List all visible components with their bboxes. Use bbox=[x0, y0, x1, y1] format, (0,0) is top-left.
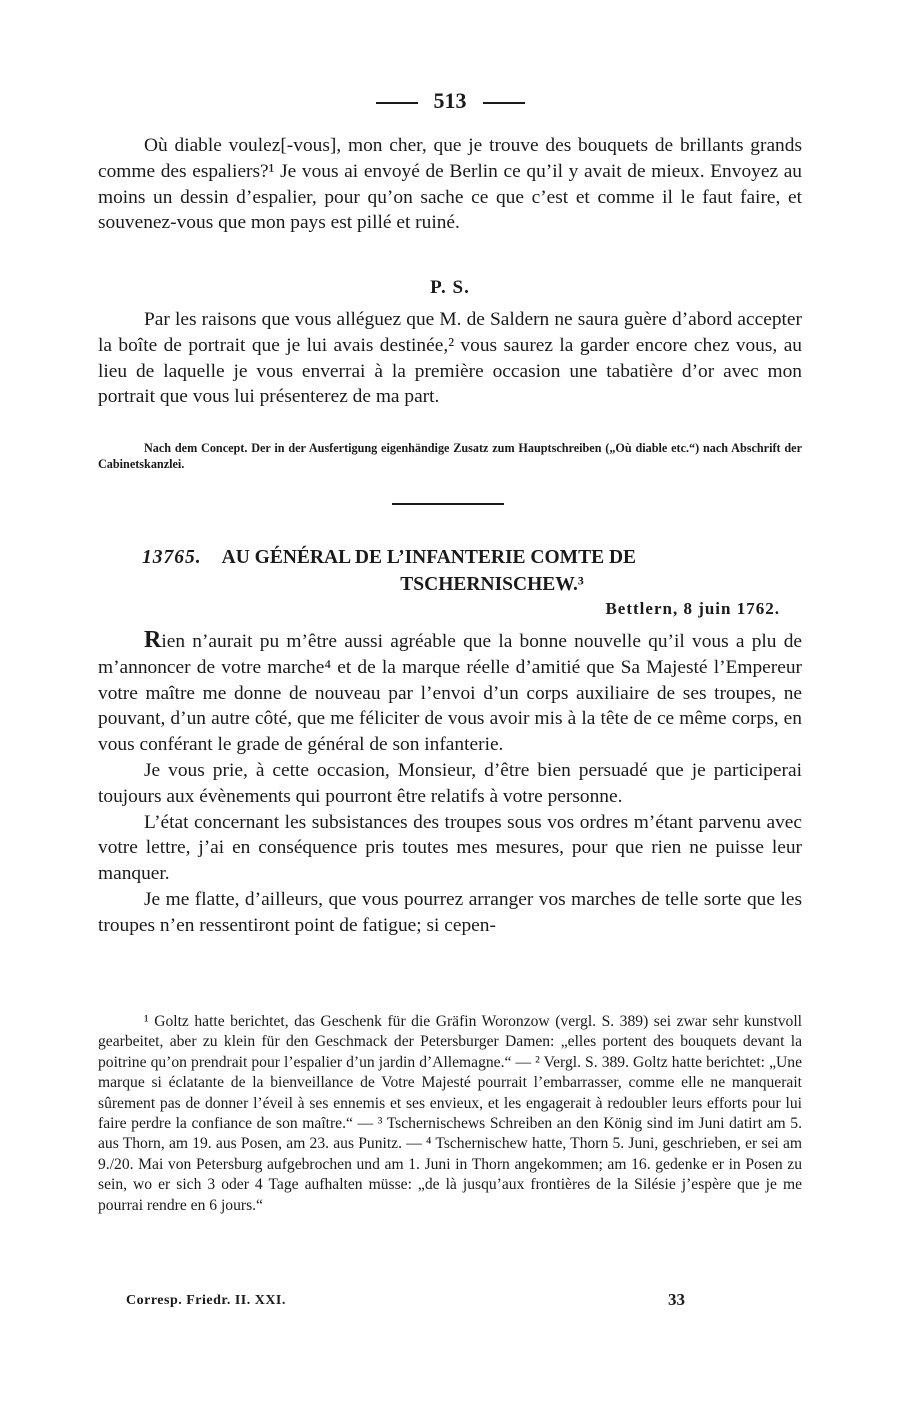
heading-line-1: AU GÉNÉRAL DE L’INFANTERIE COMTE DE bbox=[221, 547, 637, 568]
header-dash-left bbox=[376, 102, 418, 104]
signature-line: Corresp. Friedr. II. XXI. bbox=[126, 1293, 286, 1308]
intro-paragraph-block bbox=[98, 133, 802, 236]
intro-paragraph: Où diable voulez[-vous], mon cher, que je trouve des bouquets de brillants grands comme des espaliers?¹ Je vous ai envoyé de Berlin ce qu’il y avait de mieux. Envoyez au moins un dessin d’espalier, pour qu’on sache ce que c’est et comme il le faut faire, et souvenez-vous que mon pays est pillé et ruiné. bbox=[98, 135, 802, 234]
dateline: Bettlern, 8 juin 1762. bbox=[605, 599, 780, 618]
letter-paragraph-2: Je vous prie, à cette occasion, Monsieur, d’être bien persuadé que je participerai toujours aux évènements qui pourront être relatifs à votre personne. bbox=[98, 759, 802, 807]
source-note bbox=[98, 441, 802, 472]
letter-paragraph-4: Je me flatte, d’ailleurs, que vous pourrez arranger vos marches de telle sorte que les troupes n’en ressentiront point de fatigue; si cepen- bbox=[98, 888, 802, 936]
ps-title: P. S. bbox=[430, 277, 470, 298]
section-divider bbox=[392, 503, 504, 505]
sheet-number: 33 bbox=[668, 1290, 685, 1309]
page-number: 513 bbox=[433, 88, 467, 113]
document-number: 13765. bbox=[142, 547, 202, 568]
page-header bbox=[0, 88, 900, 114]
header-dash-right bbox=[483, 102, 525, 104]
footnotes-text: ¹ Goltz hatte berichtet, das Geschenk für die Gräfin Woronzow (vergl. S. 389) sei zwar sehr kunstvoll gearbeitet, aber zu klein für den Geschmack der Petersburger Damen: „elles portent des bouquets devant la poitrine qu’on prendrait pour l’espalier d’un jardin d’Allemagne.“ — ² Vergl. S. 389. Goltz hatte berichtet: „Une marque si éclatante de la bienveillance de Votre Majesté pourrait l’embarrasser, comme elle ne manquerait sûrement pas de donner l’éveil à ses ennemis et ses envieux, et les engagerait à redoubler leurs efforts pour lui faire perdre la confiance de son maître.“ — ³ Tschernischews Schreiben an den König sind im Juni datirt am 5. aus Thorn, am 19. aus Posen, am 23. aus Punitz. — ⁴ Tschernischew hatte, Thorn 5. Juni, geschrieben, er sei am 9./20. Mai von Petersburg aufgebrochen und am 1. Juni in Thorn angekommen; am 16. gedenke er in Posen zu sein, wo er sich 3 oder 4 Tage aufhalten müsse: „de là jusqu’aux frontières de la Silésie j’espère que je me pourrai rendre en 6 jours.“ bbox=[98, 1013, 802, 1214]
source-note-text: Nach dem Concept. Der in der Ausfertigung eigenhändige Zusatz zum Hauptschreiben („Où diable etc.“) nach Abschrift der Cabinetskanzlei. bbox=[98, 441, 802, 471]
ps-paragraph: Par les raisons que vous alléguez que M. de Saldern ne saura guère d’abord accepter la boîte de portrait que je lui avais destinée,² vous saurez la garder encore chez vous, au lieu de laquelle je vous enverrai à la première occasion une tabatière d’or avec mon portrait que vous lui présenterez de ma part. bbox=[98, 309, 802, 408]
letter-body bbox=[98, 628, 802, 939]
footnotes bbox=[98, 1012, 802, 1216]
ps-paragraph-block bbox=[98, 307, 802, 410]
document-heading bbox=[142, 544, 782, 598]
initial-letter: R bbox=[144, 627, 162, 653]
heading-line-2: TSCHERNISCHEW.³ bbox=[400, 574, 584, 595]
letter-paragraph-1-text: ien n’aurait pu m’être aussi agréable que la bonne nouvelle qu’il vous a plu de m’annoncer de votre marche⁴ et de la marque réelle d’amitié que Sa Majesté l’Empereur votre maître me donne de nouveau par l’envoi d’un corps auxiliaire de ses troupes, ne pouvant, d’un autre côté, que me féliciter de vous avoir mis à la tête de ce même corps, en vous conférant le grade de général de son infanterie. bbox=[98, 631, 802, 756]
letter-paragraph-1 bbox=[98, 628, 802, 758]
letter-paragraph-3: L’état concernant les subsistances des troupes sous vos ordres m’étant parvenu avec votre lettre, j’ai en conséquence pris toutes mes mesures, pour que rien ne puisse leur manquer. bbox=[98, 811, 802, 885]
